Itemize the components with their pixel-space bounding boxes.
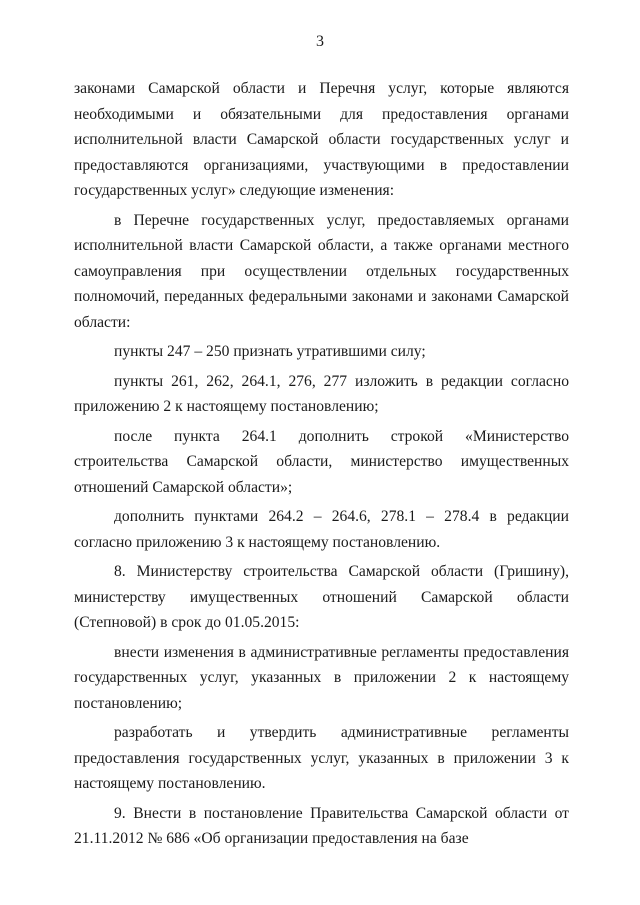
document-body xyxy=(74,76,569,852)
paragraph: разработать и утвердить административные регламенты предоставления государственных услуг, указанных в приложении 3 к настоящему постановлению. xyxy=(74,724,569,792)
paragraph: в Перечне государственных услуг, предоставляемых органами исполнительной власти Самарской области, а также органами местного самоуправления при осуществлении отдельных государственных полномочий, переданных федеральными законами и законами Самарской области: xyxy=(74,211,569,331)
paragraph: дополнить пунктами 264.2 – 264.6, 278.1 – 278.4 в редакции согласно приложению 3 к настоящему постановлению. xyxy=(74,508,569,551)
paragraph: 8. Министерству строительства Самарской области (Гришину), министерству имущественных отношений Самарской области (Степновой) в срок до 01.05.2015: xyxy=(74,563,569,631)
paragraph: внести изменения в административные регламенты предоставления государственных услуг, указанных в приложении 2 к настоящему постановлению; xyxy=(74,643,569,712)
paragraph: законами Самарской области и Перечня услуг, которые являются необходимыми и обязательными для предоставления органами исполнительной власти Самарской области государственных услуг и предоставляются организациями, участвующими в предоставлении государственных услуг» следующие изменения: xyxy=(74,80,569,199)
paragraph: 9. Внести в постановление Правительства Самарской области от 21.11.2012 № 686 «Об организации предоставления на базе xyxy=(74,804,569,847)
paragraph: пункты 261, 262, 264.1, 276, 277 изложить в редакции согласно приложению 2 к настоящему постановлению; xyxy=(74,372,569,415)
paragraph: пункты 247 – 250 признать утратившими силу; xyxy=(114,343,426,360)
paragraph: после пункта 264.1 дополнить строкой «Министерство строительства Самарской области, министерство имущественных отношений Самарской области»; xyxy=(74,427,569,496)
page-number: 3 xyxy=(316,33,324,50)
